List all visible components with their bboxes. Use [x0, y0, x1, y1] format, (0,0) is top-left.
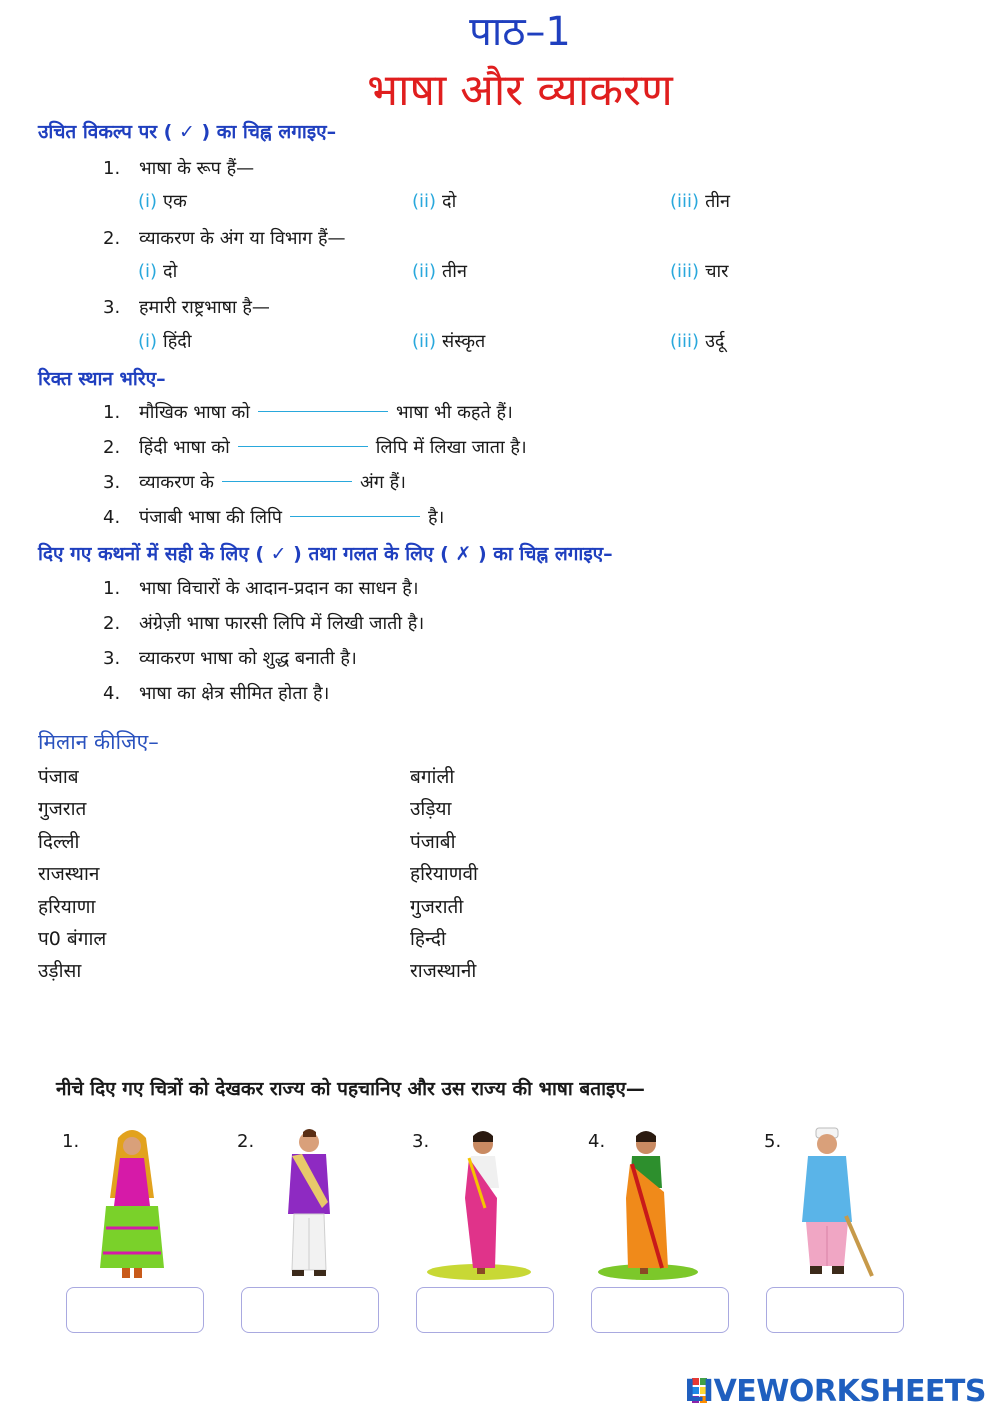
match-left-6[interactable]: प0 बंगाल	[38, 928, 107, 950]
answer-box-3[interactable]	[416, 1287, 554, 1333]
figure-pink-saree-woman	[425, 1128, 533, 1282]
figure-number-5: 5.	[764, 1131, 782, 1152]
fill-blank-1[interactable]	[258, 411, 388, 412]
match-left-2[interactable]: गुजरात	[38, 798, 87, 820]
fill-item-2: 2. हिंदी भाषा को लिपि में लिखा जाता है।	[103, 437, 527, 458]
fill-item-3: 3. व्याकरण के अंग हैं।	[103, 472, 407, 493]
figure-number-2: 2.	[237, 1131, 255, 1152]
mcq-1-option-3[interactable]: (iii) तीन	[670, 191, 730, 212]
figure-number-4: 4.	[588, 1131, 606, 1152]
match-left-5[interactable]: हरियाणा	[38, 896, 96, 918]
page-title: भाषा और व्याकरण	[367, 65, 673, 116]
mcq-1-option-2[interactable]: (ii) दो	[412, 191, 457, 212]
match-left-7[interactable]: उड़ीसा	[38, 960, 82, 982]
match-right-5[interactable]: गुजराती	[410, 896, 464, 918]
match-right-4[interactable]: हरियाणवी	[410, 863, 478, 885]
answer-box-2[interactable]	[241, 1287, 379, 1333]
answer-box-4[interactable]	[591, 1287, 729, 1333]
fill-item-1: 1. मौखिक भाषा को भाषा भी कहते हैं।	[103, 402, 513, 423]
truefalse-item-1[interactable]: 1. भाषा विचारों के आदान-प्रदान का साधन है।	[103, 578, 419, 599]
fill-blank-4[interactable]	[290, 516, 420, 517]
figure-number-3: 3.	[412, 1131, 430, 1152]
fill-blank-3[interactable]	[222, 481, 352, 482]
match-right-6[interactable]: हिन्दी	[410, 928, 446, 950]
mcq-question-2: 2. व्याकरण के अंग या विभाग हैं—	[103, 228, 346, 249]
figure-rajasthani-woman	[98, 1128, 166, 1280]
fill-item-4: 4. पंजाबी भाषा की लिपि है।	[103, 507, 445, 528]
answer-box-1[interactable]	[66, 1287, 204, 1333]
match-left-1[interactable]: पंजाब	[38, 766, 79, 788]
section-identify-heading: नीचे दिए गए चित्रों को देखकर राज्य को पहचानिए और उस राज्य की भाषा बताइए—	[56, 1078, 645, 1100]
mcq-3-option-3[interactable]: (iii) उर्दू	[670, 331, 725, 352]
mcq-2-option-1[interactable]: (i) दो	[138, 261, 178, 282]
figure-orange-saree-woman	[596, 1128, 700, 1282]
truefalse-item-4[interactable]: 4. भाषा का क्षेत्र सीमित होता है।	[103, 683, 330, 704]
mcq-3-option-1[interactable]: (i) हिंदी	[138, 331, 192, 352]
match-right-3[interactable]: पंजाबी	[410, 831, 456, 853]
section-fill-heading: रिक्त स्थान भरिए–	[38, 368, 166, 390]
match-left-3[interactable]: दिल्ली	[38, 831, 80, 853]
mcq-1-option-1[interactable]: (i) एक	[138, 191, 187, 212]
truefalse-item-3[interactable]: 3. व्याकरण भाषा को शुद्ध बनाती है।	[103, 648, 357, 669]
figure-old-man-with-stick	[794, 1126, 876, 1282]
match-right-1[interactable]: बगांली	[410, 766, 455, 788]
truefalse-item-2[interactable]: 2. अंग्रेज़ी भाषा फारसी लिपि में लिखी जाती है।	[103, 613, 425, 634]
figure-number-1: 1.	[62, 1131, 80, 1152]
mcq-question-3: 3. हमारी राष्ट्रभाषा है—	[103, 297, 270, 318]
figure-bengali-man	[278, 1128, 340, 1280]
fill-blank-2[interactable]	[238, 446, 368, 447]
liveworksheets-logo: LIVEWORKSHEETS	[684, 1374, 986, 1409]
mcq-2-option-2[interactable]: (ii) तीन	[412, 261, 467, 282]
answer-box-5[interactable]	[766, 1287, 904, 1333]
match-right-2[interactable]: उड़िया	[410, 798, 452, 820]
section-match-heading: मिलान कीजिए–	[38, 730, 159, 754]
match-right-7[interactable]: राजस्थानी	[410, 960, 477, 982]
chapter-number: पाठ–1	[469, 9, 571, 55]
mcq-3-option-2[interactable]: (ii) संस्कृत	[412, 331, 486, 352]
mcq-question-1: 1. भाषा के रूप हैं—	[103, 158, 255, 179]
section-mcq-heading: उचित विकल्प पर ( ✓ ) का चिह्न लगाइए–	[38, 121, 337, 143]
section-truefalse-heading: दिए गए कथनों में सही के लिए ( ✓ ) तथा गलत के लिए ( ✗ ) का चिह्न लगाइए–	[38, 543, 613, 565]
match-left-4[interactable]: राजस्थान	[38, 863, 100, 885]
mcq-2-option-3[interactable]: (iii) चार	[670, 261, 729, 282]
